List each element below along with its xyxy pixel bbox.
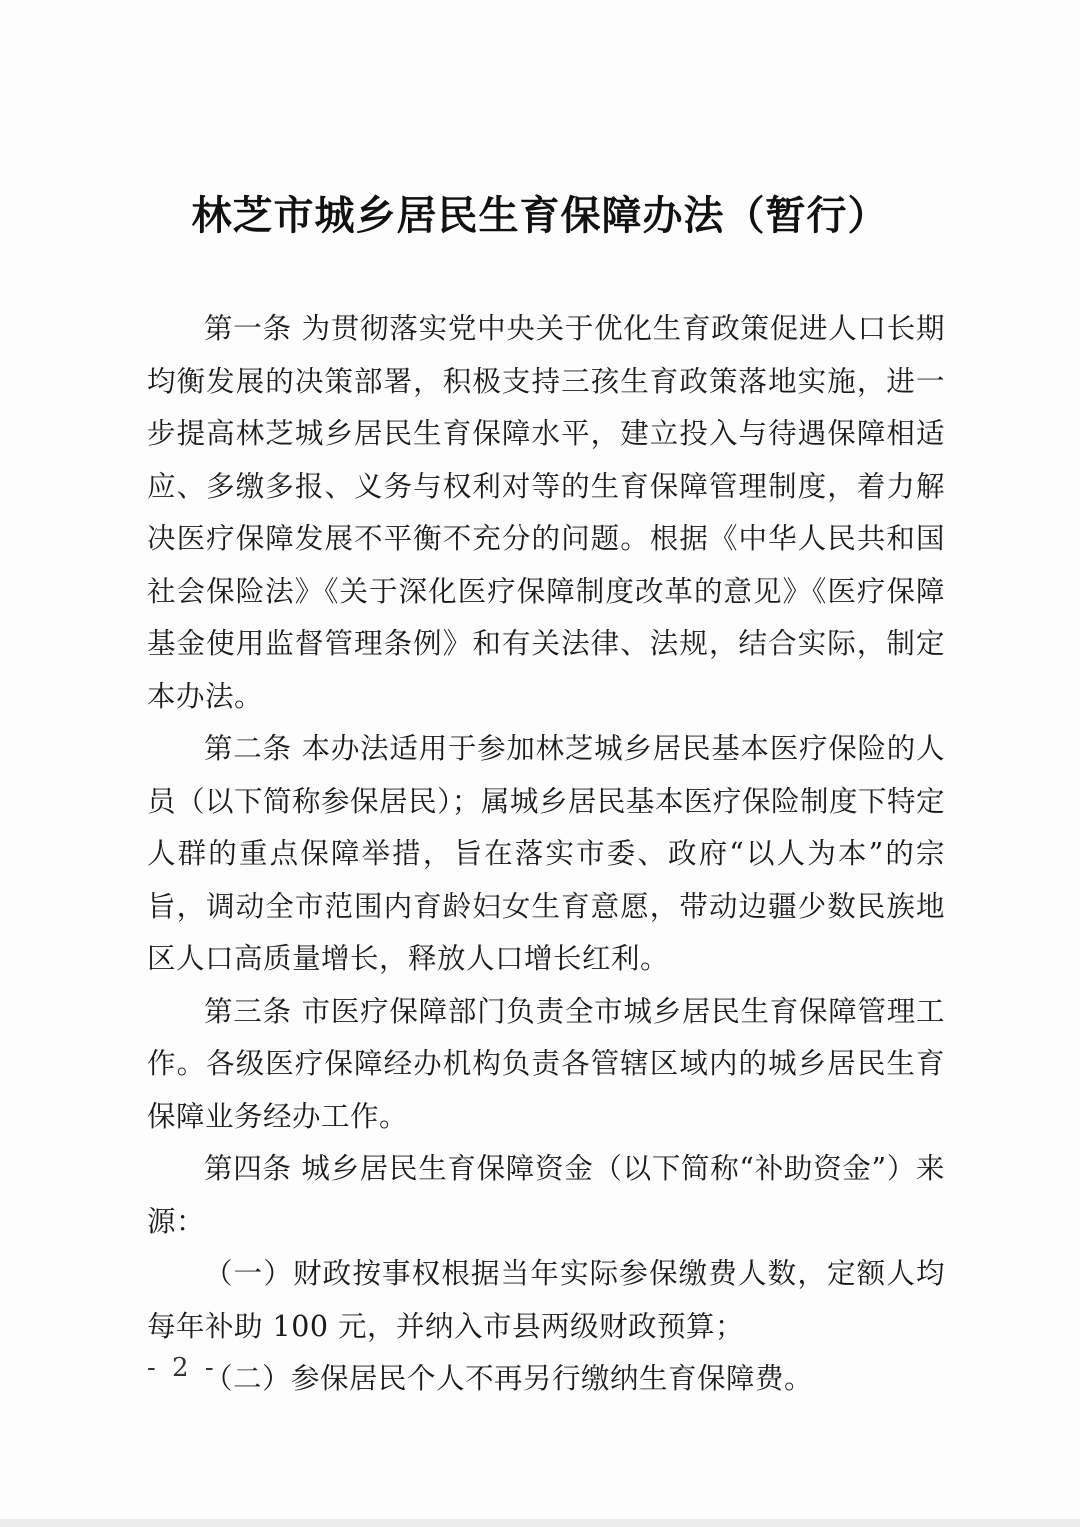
document-title: 林芝市城乡居民生育保障办法（暂行）: [191, 193, 889, 239]
article-3-paragraph: 第三条 市医疗保障部门负责全市城乡居民生育保障管理工作。各级医疗保障经办机构负责各管辖区域内的城乡居民生育保障业务经办工作。: [147, 994, 945, 1133]
article-2-paragraph: 第二条 本办法适用于参加林芝城乡居民基本医疗保险的人员（以下简称参保居民）；属城乡居民基本医疗保险制度下特定人群的重点保障举措，旨在落实市委、政府“以人为本”的宗旨，调动全市范围内育龄妇女生育意愿，带动边疆少数民族地区人口高质量增长，释放人口增长红利。: [147, 732, 945, 975]
document-body: [147, 303, 945, 1406]
article-1-paragraph: 第一条 为贯彻落实党中央关于优化生育政策促进人口长期均衡发展的决策部署，积极支持三孩生育政策落地实施，进一步提高林芝城乡居民生育保障水平，建立投入与待遇保障相适应、多缴多报、义务与权利对等的生育保障管理制度，着力解决医疗保障发展不平衡不充分的问题。根据《中华人民共和国社会保险法》《关于深化医疗保障制度改革的意见》《医疗保障基金使用监督管理条例》和有关法律、法规，结合实际，制定本办法。: [147, 312, 945, 713]
funding-item-1: （一）财政按事权根据当年实际参保缴费人数，定额人均每年补助 100 元，并纳入市县两级财政预算；: [147, 1257, 945, 1343]
page-number: - 2 -: [147, 1353, 218, 1383]
article-4-paragraph: 第四条 城乡居民生育保障资金（以下简称“补助资金”）来源：: [147, 1152, 945, 1238]
page-bottom-edge: [0, 1519, 1080, 1527]
funding-item-2: （二）参保居民个人不再另行缴纳生育保障费。: [204, 1362, 814, 1395]
